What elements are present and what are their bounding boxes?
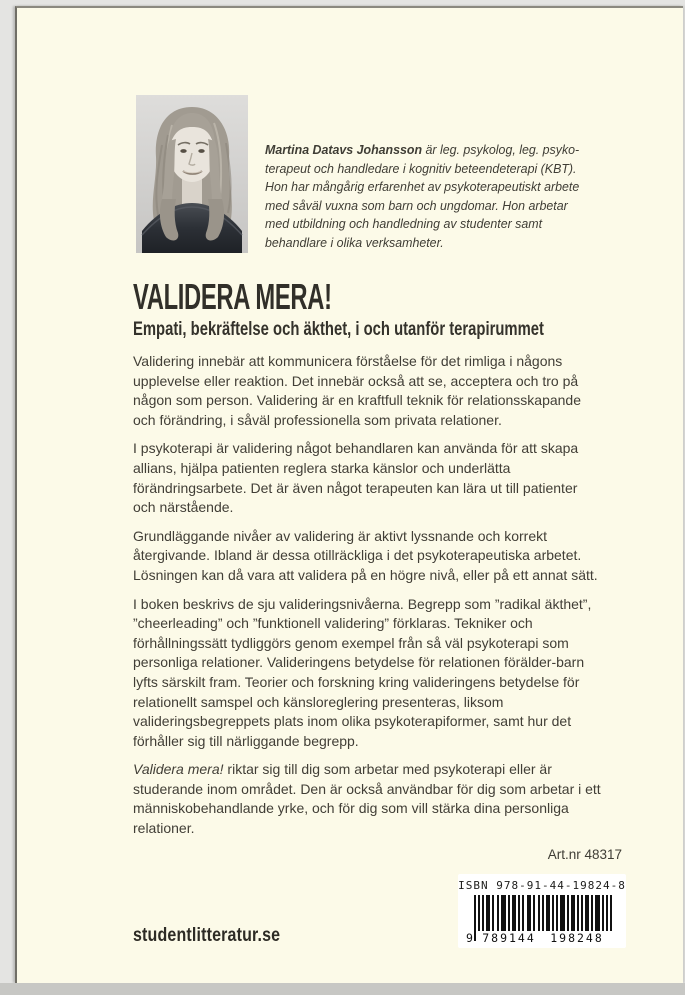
isbn-barcode-box	[458, 874, 626, 948]
ean-barcode	[466, 895, 618, 943]
barcode-digit-group-2: 198248	[542, 931, 612, 945]
bio-line-text: är leg. psykolog, leg. psyko-	[422, 142, 580, 157]
bio-line: med såväl vuxna som barn och ungdomar. Hon arbetar	[265, 197, 568, 213]
paragraph-4: I boken beskrivs de sju valideringsnivåerna. Begrepp som ”radikal äkthet”, ”cheerleading” och ”funktionell validering” förklaras. Tekniker och förhållningssätt tydliggörs genom exempel från så väl psykoterapi som personliga relationer. Valideringens betydelse för relationen förälder-barn lyfts särskilt fram. Teorier och forskning kring valideringens betydelse för relationellt samspel och känsloreglering presenteras, liksom valideringsbegreppets plats inom olika psykoterapiformer, samt hur det förhåller sig till närliggande begrepp.	[133, 595, 592, 749]
bio-line: med utbildning och handledning av studenter samt	[265, 216, 543, 232]
barcode-digit-left: 9	[466, 931, 473, 945]
bio-line	[265, 141, 589, 160]
table-surface-strip	[0, 983, 685, 995]
closing-book-title-italic: Validera mera!	[133, 761, 224, 778]
bio-line: behandlare i olika verksamheter.	[265, 234, 444, 250]
paragraph-1: Validering innebär att kommunicera förståelse för det rimliga i någons upplevelse eller reaktion. Det innebär också att se, acceptera och tro på någon som person. Validering är en kraftfull teknik för relationsskapande och förändring, i såväl professionella som privata relationer.	[133, 353, 581, 428]
paragraph-closing	[133, 760, 601, 838]
publisher-url: studentlitteratur.se	[133, 924, 281, 946]
isbn-number: ISBN 978-91-44-19824-8	[458, 879, 626, 892]
back-cover-text	[133, 352, 601, 848]
bio-line: Hon har mångårig erfarenhet av psykoterapeutiskt arbete	[265, 179, 580, 195]
book-title: VALIDERA MERA!	[133, 276, 332, 317]
book-back-cover	[15, 6, 683, 983]
author-name: Martina Datavs Johansson	[265, 142, 423, 157]
closing-text: riktar sig till dig som arbetar med psykoterapi eller är studerande inom området. Den är också användbar för dig som arbetar i ett människobehandlande yrke, och för dig som vill stärka dina personliga relationer.	[133, 761, 601, 837]
paragraph-2: I psykoterapi är validering något behandlaren kan använda för att skapa allians, hjälpa patienten reglera starka känslor och underlätta förändringsarbete. Det är även något terapeuten kan lära ut till patienter och närstående.	[133, 440, 579, 516]
article-number: Art.nr 48317	[547, 847, 622, 862]
author-bio	[265, 141, 589, 253]
author-photo	[136, 95, 248, 253]
barcode-digit-group-1: 789144	[476, 931, 542, 945]
author-portrait-illustration	[136, 95, 248, 253]
barcode-digits	[466, 931, 618, 945]
paragraph-3: Grundläggande nivåer av validering är aktivt lyssnande och korrekt återgivande. Ibland är dessa otillräckliga i det psykoterapeutiska arbetet. Lösningen kan då vara att validera på en högre nivå, eller på ett annat sätt.	[133, 527, 598, 583]
bio-line: terapeut och handledare i kognitiv beteendeterapi (KBT).	[265, 160, 577, 176]
book-subtitle: Empati, bekräftelse och äkthet, i och utanför terapirummet	[133, 319, 544, 340]
